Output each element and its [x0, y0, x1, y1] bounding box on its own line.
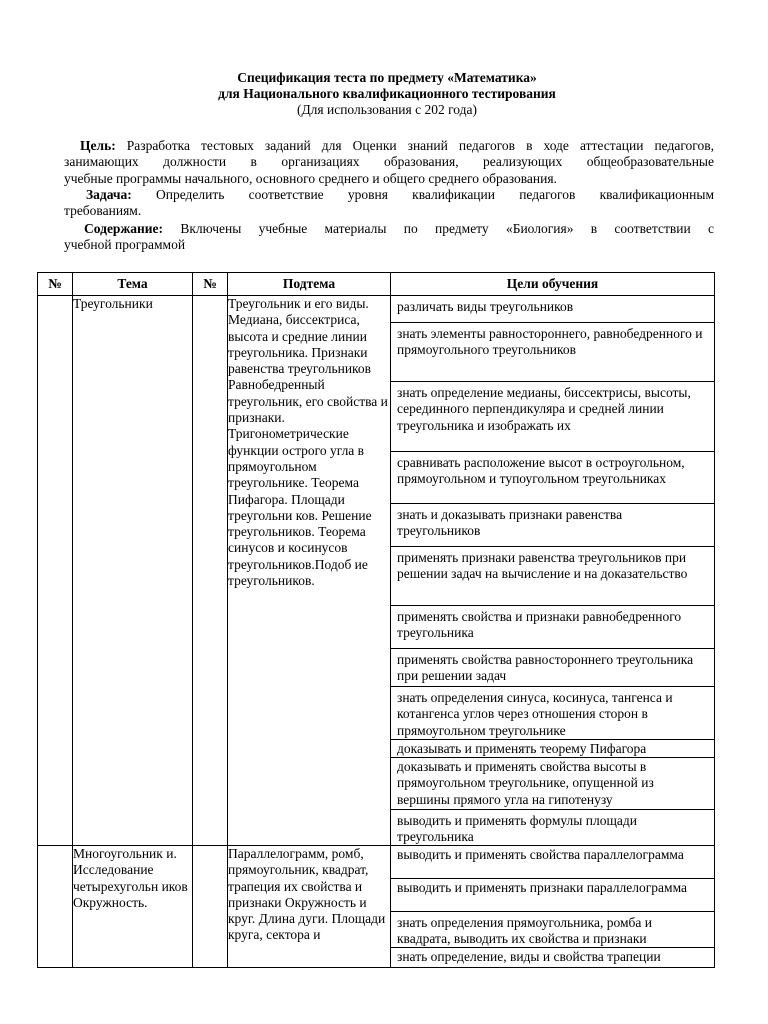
task-line-2: требованиям.	[64, 203, 142, 219]
task-line-1: Определить соответствие уровня квалификации педагогов квалификационным	[156, 187, 714, 202]
goal-item: выводить и применять формулы площади треугольника	[397, 813, 637, 845]
goal-line-1: Разработка тестовых заданий для Оценки знаний педагогов в ходе аттестации педагогов,	[126, 138, 715, 153]
header-topic: Тема	[73, 273, 193, 296]
goal-line-2: занимающих должности в организациях образования, реализующих общеобразовательные	[64, 154, 714, 170]
goal-item: сравнивать расположение высот в остроугольном, прямоугольном и тупоугольном треугольниках	[391, 452, 714, 504]
header-subnum: №	[193, 273, 228, 296]
goal-item: знать определения прямоугольника, ромба и квадрата, выводить их свойства и признаки	[391, 912, 714, 948]
header-num: №	[38, 273, 73, 296]
content-paragraph	[64, 221, 714, 254]
goal-line-3: учебные программы начального, основного среднего и общего среднего образования.	[64, 170, 557, 186]
content-line-1: Включены учебные материалы по предмету «Биология» в соответствии с	[180, 221, 714, 236]
goal-label: Цель:	[80, 138, 116, 153]
goal-item: выводить и применять свойства параллелограмма	[391, 846, 714, 879]
row2-subtopic: Параллелограмм, ромб, прямоугольник, квадрат, трапеция их свойства и признаки Окружность и круг. Длина дуги. Площади круга, сектора и	[228, 846, 391, 968]
task-paragraph	[64, 187, 714, 220]
row1-subnum	[193, 296, 228, 846]
row1-subtopic: Треугольник и его виды. Медиана, биссектриса, высота и средние линии треугольника. Признаки равенства треугольников Равнобедренный треугольник, его свойства и признаки. Тригонометрические функции острого угла в прямоугольном треугольнике. Теорема Пифагора. Площади треугольни ков. Решение треугольников. Теорема синусов и косинусов треугольников.Подоб ие треугольников.	[228, 296, 391, 846]
goal-item: применять свойства равностороннего треугольника при решении задач	[391, 649, 714, 687]
goal-item: знать определения синуса, косинуса, тангенса и котангенса углов через отношения сторон в прямоугольном треугольнике	[391, 687, 714, 740]
goal-item: знать определение, виды и свойства трапеции	[397, 949, 661, 964]
content-line-2: учебной программой	[64, 237, 186, 253]
goal-item: знать и доказывать признаки равенства треугольников	[391, 504, 714, 547]
table-row	[38, 846, 715, 968]
goal-paragraph	[64, 138, 714, 187]
row1-num	[38, 296, 73, 846]
header-goals: Цели обучения	[391, 273, 715, 296]
doc-title-line1: Спецификация теста по предмету «Математика»	[237, 70, 537, 85]
row2-goals	[391, 846, 715, 968]
goal-item: доказывать и применять свойства высоты в прямоугольном треугольнике, опущенной из вершины прямого угла на гипотенузу	[391, 758, 714, 810]
goal-item: выводить и применять признаки параллелограмма	[391, 879, 714, 912]
goal-item: знать определение медианы, биссектрисы, высоты, серединного перпендикуляра и средней линии треугольника и изображать их	[391, 382, 714, 452]
spec-table	[37, 272, 715, 968]
row2-num	[38, 846, 73, 968]
row1-goals	[391, 296, 715, 846]
goal-item: знать элементы равностороннего, равнобедренного и прямоугольного треугольников	[391, 323, 714, 382]
goal-item: доказывать и применять теорему Пифагора	[391, 740, 714, 758]
task-label: Задача:	[86, 187, 132, 202]
header-subtopic: Подтема	[228, 273, 391, 296]
doc-title-line3: (Для использования с 202 года)	[296, 102, 478, 117]
doc-title-line2: для Национального квалификационного тестирования	[218, 86, 556, 101]
row2-subnum	[193, 846, 228, 968]
table-row	[38, 296, 715, 846]
content-label: Содержание:	[84, 221, 164, 236]
table-header-row	[38, 273, 715, 296]
row1-topic: Треугольники	[73, 296, 193, 846]
row2-topic: Многоугольник и. Исследование четырехугольн иков Окружность.	[73, 846, 193, 968]
goal-item: применять свойства и признаки равнобедренного треугольника	[391, 606, 714, 649]
goal-item: применять признаки равенства треугольников при решении задач на вычисление и на доказательство	[391, 547, 714, 606]
goal-item: различать виды треугольников	[391, 296, 714, 323]
